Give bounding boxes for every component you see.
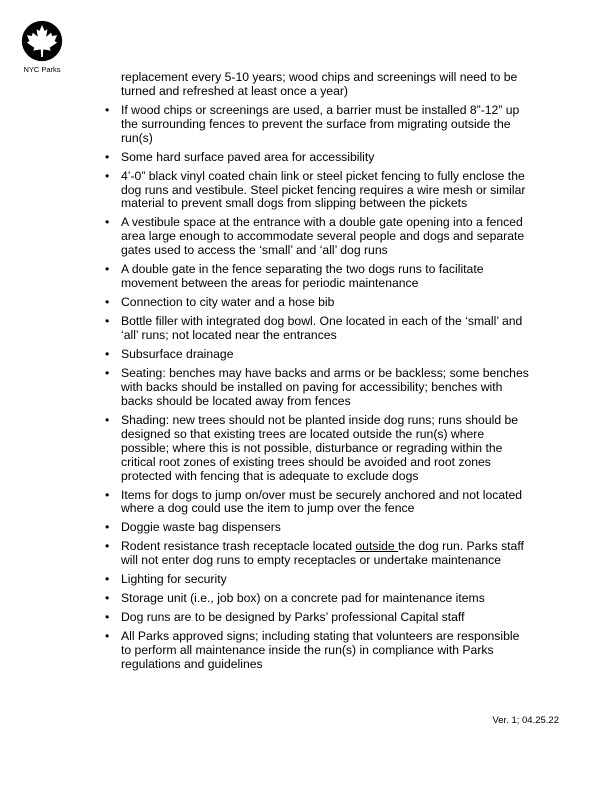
underlined-text: outside [355, 539, 399, 554]
maple-leaf-icon [21, 20, 63, 62]
list-item: • Some hard surface paved area for accessibility [121, 151, 531, 165]
list-item [121, 540, 531, 568]
list-item: • 4’-0” black vinyl coated chain link or steel picket fencing to fully enclose the dog runs and vestibule. Steel picket fencing requires a wire mesh or similar material to prevent small dogs from slipping between the pickets [121, 170, 531, 212]
list-item: • All Parks approved signs; including stating that volunteers are responsible to perform all maintenance inside the run(s) in compliance with Parks regulations and guidelines [121, 630, 531, 672]
list-item: • Bottle filler with integrated dog bowl. One located in each of the ‘small’ and ‘all’ runs; not located near the entrances [121, 315, 531, 343]
nyc-parks-logo [20, 20, 64, 74]
list-item: • A vestibule space at the entrance with a double gate opening into a fenced area large enough to accommodate several people and dogs and separate gates used to access the ‘small’ and ‘all’ dog runs [121, 216, 531, 258]
list-item: • Seating: benches may have backs and arms or be backless; some benches with backs should be installed on paving for accessibility; benches with backs should be located away from fences [121, 367, 531, 409]
list-item: • If wood chips or screenings are used, a barrier must be installed 8”-12” up the surrounding fences to prevent the surface from migrating outside the run(s) [121, 104, 531, 146]
item-text: the dog run. Parks staff will not enter dog runs to empty receptacles or undertake maintenance [121, 539, 524, 568]
continuation-text: replacement every 5-10 years; wood chips and screenings will need to be turned and refreshed at least once a year) [121, 70, 518, 98]
item-text: Rodent resistance trash receptacle located [121, 539, 356, 554]
list-item: • Items for dogs to jump on/over must be securely anchored and not located where a dog could use the item to jump over the fence [121, 489, 531, 517]
list-item: • A double gate in the fence separating the two dogs runs to facilitate movement between the areas for periodic maintenance [121, 263, 531, 291]
list-item: • Storage unit (i.e., job box) on a concrete pad for maintenance items [121, 592, 531, 606]
list-item: • Lighting for security [121, 573, 531, 587]
version-footer: Ver. 1; 04.25.22 [492, 715, 559, 726]
requirements-list [121, 104, 531, 672]
list-item: • Subsurface drainage [121, 348, 531, 362]
list-item: • Dog runs are to be designed by Parks’ professional Capital staff [121, 611, 531, 625]
list-item: • Connection to city water and a hose bib [121, 296, 531, 310]
logo-text: NYC Parks [23, 65, 61, 74]
list-item: • Shading: new trees should not be planted inside dog runs; runs should be designed so that existing trees are located outside the run(s) where possible; where this is not possible, disturbance or regrading within the critical root zones of existing trees should be avoided and root zones protected with fencing that is adequate to exclude dogs [121, 414, 531, 484]
list-item: • Doggie waste bag dispensers [121, 521, 531, 535]
document-body [121, 71, 531, 677]
